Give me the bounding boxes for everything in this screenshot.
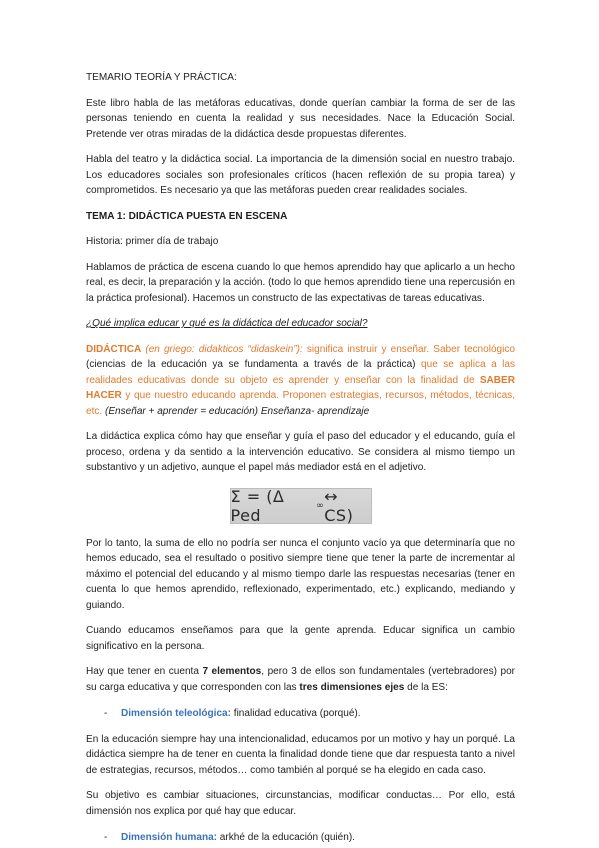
intro-paragraph: Este libro habla de las metáforas educativas, donde querían cambiar la forma de ser de las personas teniendo en cuenta la realidad y sus necesidades. Nace la Educación Social. Pretende ver otras miradas de la didáctica desde propuestas diferentes. (86, 97, 515, 140)
practice-paragraph: Hablamos de práctica de escena cuando lo que hemos aprendido hay que aplicarlo a un hecho real, es decir, la preparación y la acción. (todo lo que hemos aprendido tiene una repercusión en la práctica profesional). Hacemos un constructo de las expectativas de tareas educativas. (86, 261, 515, 304)
definition-saber-hacer: SABER HACER (86, 374, 515, 401)
formula-image (230, 488, 372, 524)
question-heading: ¿Qué implica educar y qué es la didáctica del educador social? (86, 318, 368, 329)
definition-learner: y que nuestro educando aprenda. Proponen estrategias, recursos, métodos, técnicas, etc. (86, 390, 515, 417)
definition-formula-text: (Enseñar + aprender = educación) Enseñanza- aprendizaje (102, 405, 370, 417)
formula-sup: ∞ (316, 500, 325, 511)
objective-paragraph: Su objetivo es cambiar situaciones, circunstancias, modificar conductas… Por ello, está dimensión nos explica por qué hay que educar. (86, 790, 515, 817)
elements-mid: , pero 3 de ellos son fundamentales (vertebradores) por su carga educativa y que corresponden con las (86, 666, 516, 693)
document-title: TEMARIO TEORÍA Y PRÁCTICA: (86, 72, 237, 83)
definition-science: (ciencias de la educación ya se fundamenta a través de la práctica) (86, 359, 416, 370)
list-item-human (86, 830, 515, 846)
intentionality-paragraph: En la educación siempre hay una intencionalidad, educamos por un motivo y hay un porqué. La didáctica siempre ha de tener en cuenta la finalidad donde tiene que dar respuesta tanto a nivel de estrategias, recursos, métodos… como también al porqué se ha elegido en cada caso. (86, 733, 515, 776)
page-content (86, 70, 515, 846)
definition-term: DIDÁCTICA (86, 343, 142, 355)
elements-post: de la ES: (404, 681, 448, 693)
explains-paragraph: La didáctica explica cómo hay que enseñar y guía el paso del educador y el educando, guía el proceso, ordena y da sentido a la intervención educativo. Se considera al mismo tiempo un substantivo y un adjetivo, aunque el papel más mediador está en el adjetivo. (86, 431, 515, 473)
elements-dimensions: tres dimensiones ejes (299, 681, 405, 693)
list-dash: - (104, 832, 108, 843)
elements-count: 7 elementos (202, 666, 262, 677)
list-dash: - (104, 708, 108, 719)
sum-paragraph: Por lo tanto, la suma de ello no podría ser nunca el conjunto vacío ya que determinaría que no hemos educado, sea el resultado o positivo siempre tiene que tener la parte de incrementar al máximo el potencial del educando y al mismo tiempo darle las respuestas necesarias (tener en cuenta lo que hemos aprendido, reflexionado, experimentado, etc.) explicando, mediando y guiando. (86, 537, 515, 611)
list-item-teleological (86, 706, 515, 722)
definition-greek: (en griego: didakticos “didaskein”): (141, 343, 303, 355)
formula-figure (86, 488, 515, 524)
dimension-text: arkhé de la educación (quién). (217, 832, 355, 843)
learning-paragraph: Cuando educamos enseñamos para que la gente aprenda. Educar significa un cambio significativo en la persona. (86, 625, 515, 652)
elements-paragraph (86, 664, 515, 695)
definition-applies: que se aplica a las realidades educativas donde su objeto es aprender y enseñar con la finalidad de (86, 359, 516, 386)
elements-pre: Hay que tener en cuenta (86, 666, 203, 677)
dimension-label: Dimensión teleológica: (121, 708, 231, 719)
dimension-label: Dimensión humana: (121, 832, 218, 843)
definition-paragraph (86, 342, 515, 420)
topic-heading: TEMA 1: DIDÁCTICA PUESTA EN ESCENA (86, 210, 288, 222)
formula-left: Σ = (Δ Ped (230, 486, 285, 525)
social-paragraph: Habla del teatro y la didáctica social. La importancia de la dimensión social en nuestro trabajo. Los educadores sociales son profesionales críticos (hacen reflexión de su propia tarea) y comprometidos. Es necesario ya que las metáforas pueden crear realidades sociales. (86, 154, 515, 196)
dimension-text: finalidad educativa (porqué). (230, 708, 361, 719)
formula-right: ↔ CS) (324, 486, 354, 525)
definition-meaning: significa instruir y enseñar. Saber tecnológico (302, 343, 515, 355)
history-line: Historia: primer día de trabajo (86, 236, 219, 247)
